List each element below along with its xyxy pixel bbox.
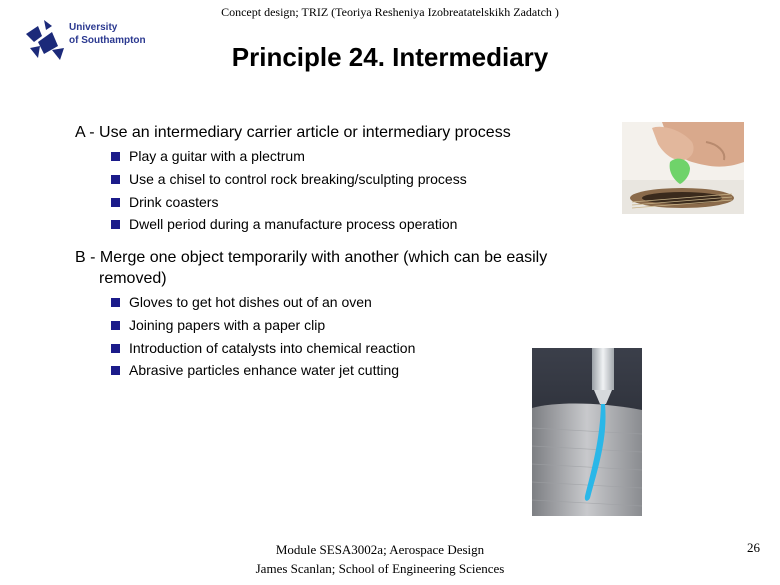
list-item [111, 291, 415, 314]
list-item-text: Dwell period during a manufacture process operation [129, 216, 458, 233]
list-item-text: Abrasive particles enhance water jet cutting [129, 362, 400, 379]
square-bullet-icon [111, 220, 120, 229]
square-bullet-icon [111, 175, 120, 184]
slide-title: Principle 24. Intermediary [231, 42, 549, 72]
footer-line-2: James Scanlan; School of Engineering Sciences [255, 561, 505, 576]
list-item [111, 359, 415, 382]
list-item [111, 145, 467, 168]
section-b-heading [75, 247, 547, 289]
list-item [111, 168, 467, 191]
footer-module-info [220, 540, 540, 578]
guitar-pick-photo [622, 122, 744, 214]
list-item [111, 337, 415, 360]
section-b-heading-line-1: B - Merge one object temporarily with another (which can be easily [75, 249, 548, 266]
logo-line-2: of Southampton [69, 35, 146, 46]
list-item [111, 191, 467, 214]
square-bullet-icon [111, 198, 120, 207]
section-b-heading-line-2: removed) [99, 270, 167, 287]
square-bullet-icon [111, 152, 120, 161]
list-item-text: Joining papers with a paper clip [129, 316, 326, 333]
square-bullet-icon [111, 344, 120, 353]
list-item-text: Use a chisel to control rock breaking/sculpting process [129, 170, 467, 187]
square-bullet-icon [111, 321, 120, 330]
square-bullet-icon [111, 366, 120, 375]
list-item-text: Drink coasters [129, 193, 219, 210]
square-bullet-icon [111, 298, 120, 307]
list-item [111, 314, 415, 337]
logo-line-1: University [69, 22, 118, 33]
section-a-heading: A - Use an intermediary carrier article or intermediary process [75, 124, 511, 141]
section-a-bullets [111, 145, 467, 236]
section-b-bullets [111, 291, 415, 382]
list-item [111, 213, 467, 236]
list-item-text: Gloves to get hot dishes out of an oven [129, 294, 372, 310]
list-item-text: Play a guitar with a plectrum [129, 148, 305, 164]
list-item-text: Introduction of catalysts into chemical reaction [129, 339, 416, 356]
footer-line-1: Module SESA3002a; Aerospace Design [275, 542, 485, 557]
slide-header: Concept design; TRIZ (Teoriya Resheniya Izobreatatelskikh Zadatch ) [221, 5, 559, 19]
page-number: 26 [747, 540, 760, 555]
waterjet-photo [532, 348, 642, 516]
